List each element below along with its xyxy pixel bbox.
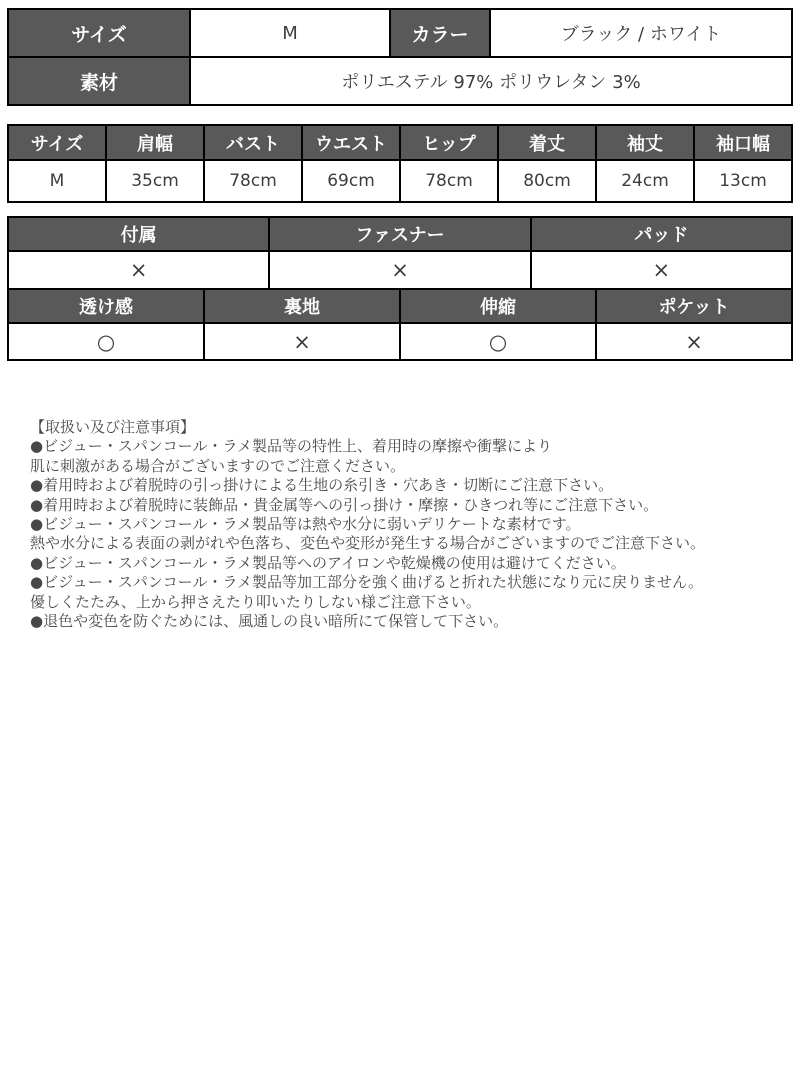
feature-header-sheer: 透け感: [8, 289, 204, 323]
notes-line: ●退色や変色を防ぐためには、風通しの良い暗所にて保管して下さい。: [30, 612, 509, 631]
measure-value-shoulder: 35cm: [106, 160, 204, 202]
feature-value-stretch: ○: [400, 323, 596, 360]
handling-notes: [30, 418, 770, 631]
measure-value-size: M: [8, 160, 106, 202]
notes-line: 熱や水分による表面の剥がれや色落ち、変色や変形が発生する場合がございますのでご注意下さい。: [30, 534, 706, 553]
feature-value-pocket: ×: [596, 323, 792, 360]
notes-line: ●着用時および着脱時の引っ掛けによる生地の糸引き・穴あき・切断にご注意下さい。: [30, 476, 614, 495]
measure-header-shoulder: 肩幅: [106, 125, 204, 160]
features-table-accessories: [7, 216, 793, 290]
feature-value-fastener: ×: [269, 251, 530, 289]
measure-header-sleeve: 袖丈: [596, 125, 694, 160]
measure-header-size: サイズ: [8, 125, 106, 160]
feature-header-fastener: ファスナー: [269, 217, 530, 251]
measurements-header-row: [8, 125, 792, 160]
measure-value-waist: 69cm: [302, 160, 400, 202]
measure-value-cuff: 13cm: [694, 160, 792, 202]
feature-header-lining: 裏地: [204, 289, 400, 323]
material-label: 素材: [8, 57, 190, 105]
notes-line: 優しくたたみ、上から押さえたり叩いたりしない様ご注意下さい。: [30, 592, 481, 611]
measure-header-waist: ウエスト: [302, 125, 400, 160]
measure-value-hip: 78cm: [400, 160, 498, 202]
notes-line: ●ビジュー・スパンコール・ラメ製品等は熱や水分に弱いデリケートな素材です。: [30, 515, 581, 534]
features-header-row: [8, 217, 792, 251]
feature-header-fuzoku: 付属: [8, 217, 269, 251]
feature-header-pad: パッド: [531, 217, 792, 251]
notes-line: ●ビジュー・スパンコール・ラメ製品等の特性上、着用時の摩擦や衝撃により: [30, 437, 553, 456]
features-value-row: [8, 251, 792, 289]
notes-line: ●ビジュー・スパンコール・ラメ製品等加工部分を強く曲げると折れた状態になり元に戻りません。: [30, 573, 703, 592]
size-label: サイズ: [8, 9, 190, 57]
size-color-material-table: [7, 8, 793, 106]
notes-line: ●ビジュー・スパンコール・ラメ製品等へのアイロンや乾燥機の使用は避けてください。: [30, 553, 626, 572]
feature-value-lining: ×: [204, 323, 400, 360]
color-value: ブラック / ホワイト: [490, 9, 792, 57]
measurements-value-row: [8, 160, 792, 202]
features-header-row: [8, 289, 792, 323]
features-table-fabric: [7, 288, 793, 361]
feature-value-pad: ×: [531, 251, 792, 289]
material-value: ポリエステル 97% ポリウレタン 3%: [190, 57, 792, 105]
notes-line: ●着用時および着脱時に装飾品・貴金属等への引っ掛け・摩擦・ひきつれ等にご注意下さい。: [30, 495, 659, 514]
feature-header-stretch: 伸縮: [400, 289, 596, 323]
color-label: カラー: [390, 9, 490, 57]
table-row: [8, 57, 792, 105]
measure-value-sleeve: 24cm: [596, 160, 694, 202]
feature-value-sheer: ○: [8, 323, 204, 360]
notes-title: 【取扱い及び注意事項】: [30, 418, 196, 436]
size-value: M: [190, 9, 390, 57]
measure-header-bust: バスト: [204, 125, 302, 160]
feature-header-pocket: ポケット: [596, 289, 792, 323]
table-row: [8, 9, 792, 57]
notes-line: 肌に刺激がある場合がございますのでご注意ください。: [30, 456, 406, 475]
measurements-table: [7, 124, 793, 203]
measure-value-length: 80cm: [498, 160, 596, 202]
measure-value-bust: 78cm: [204, 160, 302, 202]
measure-header-hip: ヒップ: [400, 125, 498, 160]
measure-header-length: 着丈: [498, 125, 596, 160]
product-spec-page: [0, 8, 800, 1067]
feature-value-fuzoku: ×: [8, 251, 269, 289]
measure-header-cuff: 袖口幅: [694, 125, 792, 160]
features-value-row: [8, 323, 792, 360]
